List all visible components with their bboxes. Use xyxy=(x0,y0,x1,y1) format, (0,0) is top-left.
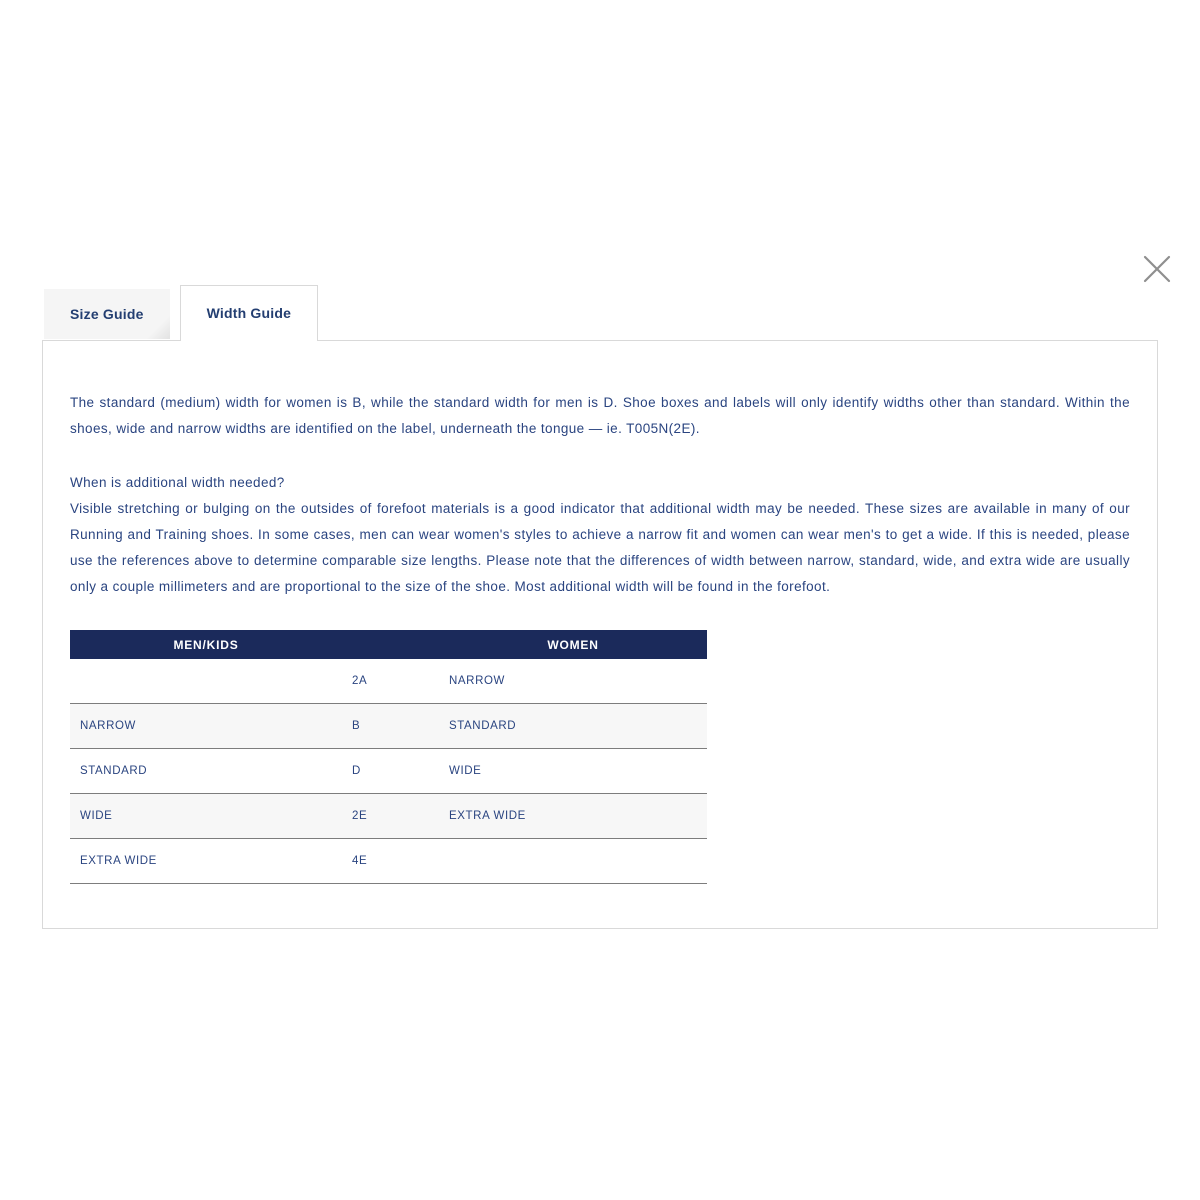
intro-paragraph: The standard (medium) width for women is B, while the standard width for men is D. Shoe boxes and labels will only identify widths other than standard. Within the shoes, wide and narrow widths are identified on the label, underneath the tongue — ie. T005N(2E). xyxy=(70,395,1130,436)
table-header-men-kids: MEN/KIDS xyxy=(173,637,239,652)
cell-women: WIDE xyxy=(449,765,482,777)
size-width-guide-modal xyxy=(42,285,1158,929)
cell-men: WIDE xyxy=(80,810,113,822)
cell-code: B xyxy=(352,720,361,732)
width-comparison-table xyxy=(70,630,707,884)
cell-women: STANDARD xyxy=(449,720,517,732)
cell-code: D xyxy=(352,765,361,777)
tab-size-guide[interactable]: Size Guide xyxy=(44,289,170,339)
table-row xyxy=(70,839,707,884)
cell-code: 2A xyxy=(352,675,368,687)
table-header-row xyxy=(70,630,707,659)
table-row xyxy=(70,794,707,839)
width-guide-panel xyxy=(42,340,1158,929)
cell-code: 4E xyxy=(352,855,368,867)
close-icon[interactable] xyxy=(1140,252,1174,286)
table-header-women: WOMEN xyxy=(547,637,599,652)
cell-men: EXTRA WIDE xyxy=(80,855,157,867)
table-row xyxy=(70,659,707,704)
cell-men: NARROW xyxy=(80,720,136,732)
additional-width-heading: When is additional width needed? xyxy=(70,475,285,490)
cell-women: EXTRA WIDE xyxy=(449,810,526,822)
cell-code: 2E xyxy=(352,810,368,822)
tab-width-guide[interactable]: Width Guide xyxy=(180,285,319,341)
guide-tabs xyxy=(42,285,1158,340)
table-row xyxy=(70,704,707,749)
cell-women: NARROW xyxy=(449,675,505,687)
table-row xyxy=(70,749,707,794)
body-paragraph: Visible stretching or bulging on the outsides of forefoot materials is a good indicator that additional width may be needed. These sizes are available in many of our Running and Training shoes. In some cases, men can wear women's styles to achieve a narrow fit and women can wear men's to get a wide. If this is needed, please use the references above to determine comparable size lengths. Please note that the differences of width between narrow, standard, wide, and extra wide are usually only a couple millimeters and are proportional to the size of the shoe. Most additional width will be found in the forefoot. xyxy=(70,501,1130,594)
cell-men: STANDARD xyxy=(80,765,148,777)
